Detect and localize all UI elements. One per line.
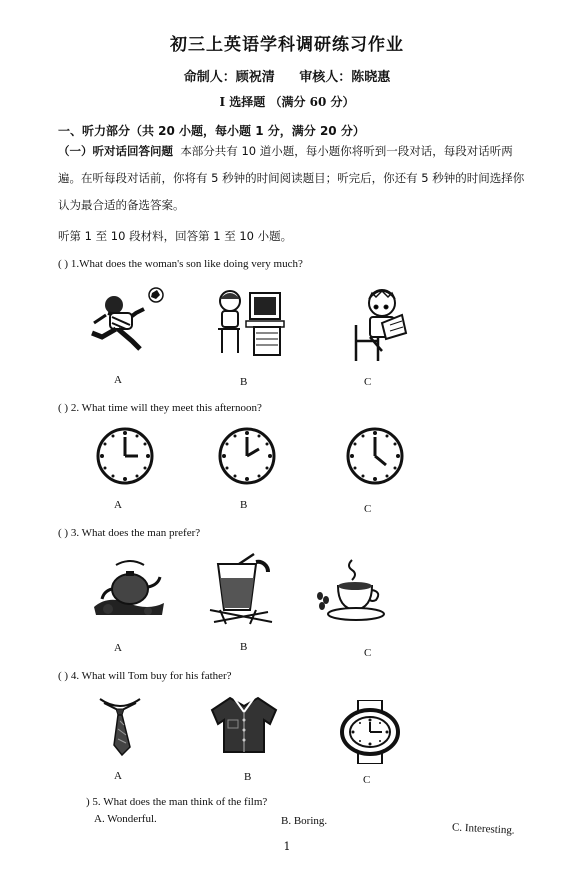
boy-reading-book-icon [352, 285, 414, 363]
sub-heading: （一）听对话回答问题 [58, 144, 173, 158]
q1-option-a: A [114, 374, 122, 386]
instructions-line-3: 认为最合适的备选答案。 [58, 198, 185, 212]
section-heading: 一、听力部分（共 20 小题，每小题 1 分，满分 20 分） [58, 124, 365, 138]
clock-three-icon [94, 427, 156, 485]
juice-glass-icon [206, 552, 276, 626]
instructions-text-1: 本部分共有 10 道小题，每小题你将听到一段对话，每段对话听两 [180, 144, 513, 158]
authors-line [0, 66, 574, 85]
shirt-icon [206, 694, 282, 754]
boy-kicking-football-icon [88, 285, 168, 357]
instructions-line-1 [58, 139, 513, 164]
q3-option-a: A [114, 642, 122, 654]
q2-option-c: C [364, 503, 372, 515]
author-name: 命制人：顾祝清 [183, 70, 275, 85]
q4-option-b: B [244, 771, 252, 783]
clock-two-icon [216, 427, 278, 485]
question-3: ( ) 3. What does the man prefer? [58, 527, 201, 539]
q2-option-a: A [114, 499, 122, 511]
page-title: 初三上英语学科调研练习作业 [170, 35, 404, 55]
instructions-line-2: 遍。在听每段对话前，你将有 5 秒钟的时间阅读题目；听完后，你还有 5 秒钟的时间选择你 [58, 171, 525, 185]
wristwatch-icon [338, 700, 402, 764]
q5-option-c: C. Interesting. [451, 821, 515, 837]
teapot-icon [88, 555, 166, 619]
q2-option-b: B [240, 499, 248, 511]
q1-option-c: C [364, 376, 372, 388]
q5-option-a: A. Wonderful. [94, 813, 157, 825]
q4-option-a: A [114, 770, 122, 782]
coffee-cup-icon [316, 556, 386, 624]
instructions-line-4: 听第 1 至 10 段材料，回答第 1 至 10 小题。 [58, 229, 293, 243]
necktie-icon [98, 695, 142, 757]
question-4: ( ) 4. What will Tom buy for his father? [58, 670, 232, 682]
q5-option-b: B. Boring. [281, 815, 328, 827]
clock-four-icon [344, 427, 406, 485]
question-2: ( ) 2. What time will they meet this afternoon? [58, 402, 262, 414]
child-at-computer-icon [210, 285, 292, 357]
q3-option-c: C [364, 647, 372, 659]
reviewer-name: 审核人：陈晓惠 [299, 70, 391, 85]
question-1: ( ) 1.What does the woman's son like doing very much? [58, 258, 303, 270]
q4-option-c: C [363, 774, 371, 786]
part-title: I 选择题 （满分 60 分） [219, 95, 355, 109]
q3-option-b: B [240, 641, 248, 653]
page-number: 1 [283, 840, 291, 853]
q1-option-b: B [240, 376, 248, 388]
question-5: ) 5. What does the man think of the film? [86, 796, 268, 808]
